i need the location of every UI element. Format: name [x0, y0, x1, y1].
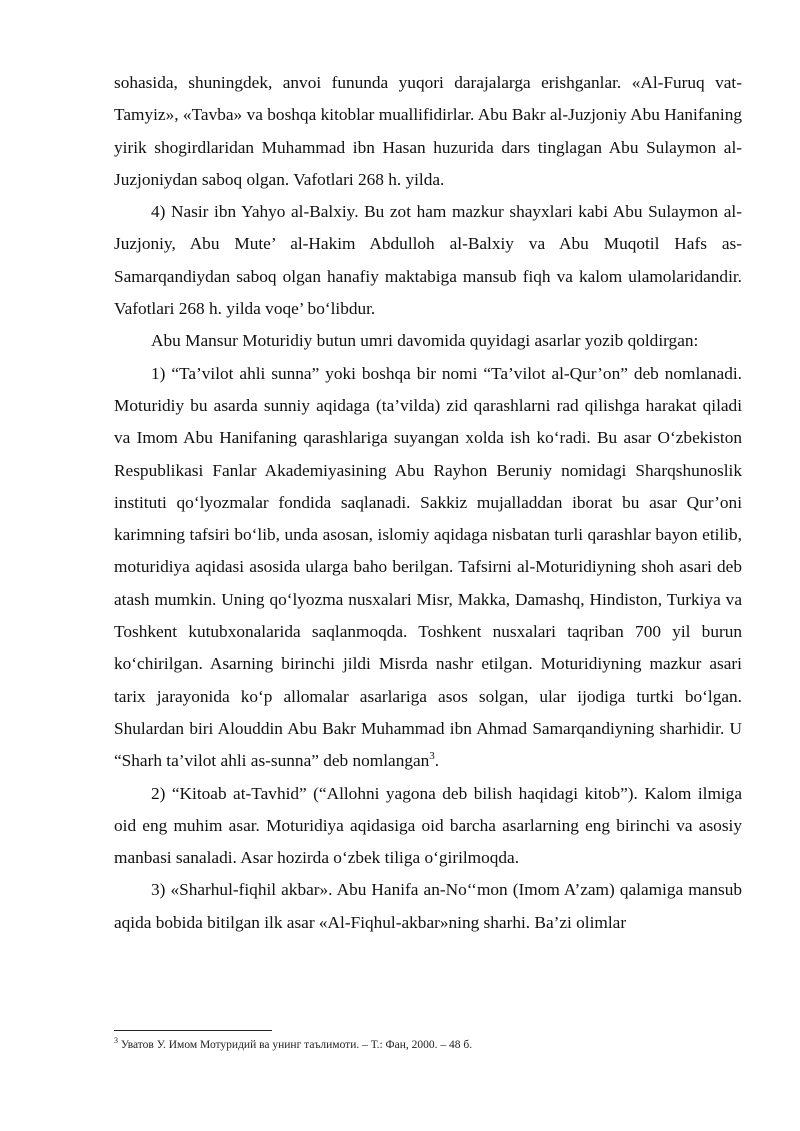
footnote [114, 1037, 742, 1053]
paragraph-5: 2) “Kitoab at-Tavhid” (“Allohni yagona deb bilish haqidagi kitob”). Kalom ilmiga oid eng muhim asar. Moturidiya aqidasiga oid barcha asarlarning eng birinchi va asosiy manbasi sanaladi. Asar hozirda o‘zbek tiliga o‘girilmoqda. [114, 783, 742, 868]
footnote-reference[interactable]: 3 [429, 750, 435, 763]
footnote-separator [114, 1030, 272, 1031]
document-page [114, 67, 742, 939]
paragraph-6: 3) «Sharhul-fiqhil akbar». Abu Hanifa an-No‘‘mon (Imom A’zam) qalamiga mansub aqida bobida bitilgan ilk asar «Al-Fiqhul-akbar»ning sharhi. Ba’zi olimlar [114, 880, 742, 932]
footnote-number: 3 [114, 1036, 118, 1046]
paragraph-4-text: 1) “Ta’vilot ahli sunna” yoki boshqa bir nomi “Ta’vilot al-Qur’on” deb nomlanadi. Moturidiy bu asarda sunniy aqidaga (ta’vilda) zid qarashlarni rad qilishga harakat qiladi va Imom Abu Hanifaning qarashlariga suyangan xolda ish ko‘radi. Bu asar O‘zbekiston Respublikasi Fanlar Akademiyasining Abu Rayhon Beruniy nomidagi Sharqshunoslik instituti qo‘lyozmalar fondida saqlanadi. Sakkiz mujalladdan iborat bu asar Qur’oni karimning tafsiri bo‘lib, unda asosan, islomiy aqidaga nisbatan turli qarashlar bayon etilib, moturidiya aqidasi asosida ularga baho berilgan. Tafsirni al-Moturidiyning shoh asari deb atash mumkin. Uning qo‘lyozma nusxalari Misr, Makka, Damashq, Hindiston, Turkiya va Toshkent kutubxonalarida saqlanmoqda. Toshkent nusxalari taqriban 700 yil burun ko‘chirilgan. Asarning birinchi jildi Misrda nashr etilgan. Moturidiyning mazkur asari tarix jarayonida ko‘p allomalar asarlariga asos solgan, ular ijodiga turtki bo‘lgan. Shulardan biri Alouddin Abu Bakr Muhammad ibn Ahmad Samarqandiyning sharhidir. U “Sharh ta’vilot ahli as-sunna” deb nomlangan [114, 363, 742, 771]
paragraph-4 [114, 358, 742, 778]
paragraph-2: 4) Nasir ibn Yahyo al-Balxiy. Bu zot ham mazkur shayxlari kabi Abu Sulaymon al-Juzjoniy, Abu Mute’ al-Hakim Abdulloh al-Balxiy va Abu Muqotil Hafs as-Samarqandiydan saboq olgan hanafiy maktabiga mansub fiqh va kalom ulamolaridandir. Vafotlari 268 h. yilda voqe’ bo‘libdur. [114, 202, 742, 319]
paragraph-1: sohasida, shuningdek, anvoi fununda yuqori darajalarga erishganlar. «Al-Furuq vat-Tamyiz», «Tavba» va boshqa kitoblar muallifidirlar. Abu Bakr al-Juzjoniy Abu Hanifaning yirik shogirdlaridan Muhammad ibn Hasan huzurida dars tinglagan Abu Sulaymon al-Juzjoniydan saboq olgan. Vafotlari 268 h. yilda. [114, 73, 742, 189]
paragraph-3: Abu Mansur Moturidiy butun umri davomida quyidagi asarlar yozib qoldirgan: [151, 331, 699, 351]
paragraph-4-period: . [434, 751, 440, 771]
footnote-text: Уватов У. Имом Мотуридий ва унинг таълимоти. – Т.: Фан, 2000. – 48 б. [118, 1039, 473, 1051]
